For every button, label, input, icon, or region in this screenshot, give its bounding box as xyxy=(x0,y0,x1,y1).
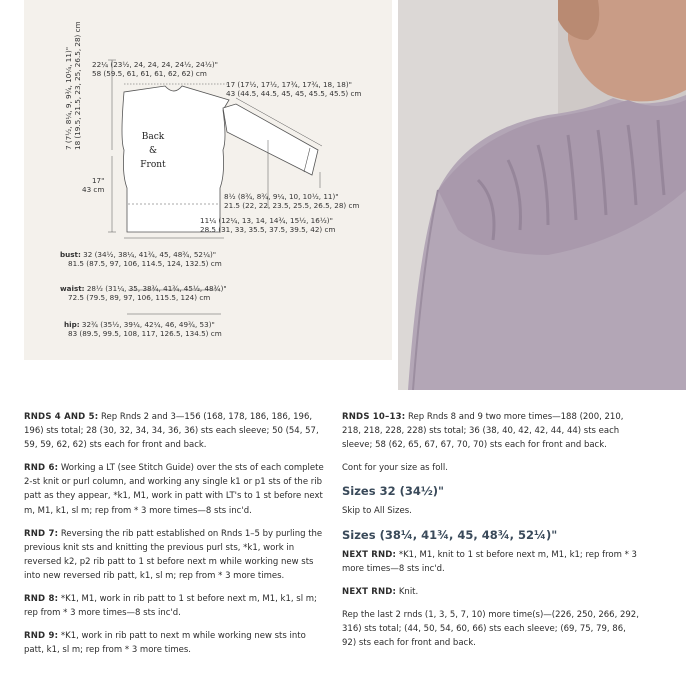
sweater-photo xyxy=(398,0,686,390)
schematic-panel xyxy=(24,0,392,360)
cont-note: Cont for your size as foll. xyxy=(342,463,448,474)
waist-measurement: waist: 28½ (31¼, 35, 38¾, 41¾, 45½, 48¾)" 72.5 (79.5, 89, 97, 106, 115.5, 124) cm xyxy=(60,284,227,302)
sleeve-length-measurement: 17 (17½, 17½, 17¾, 17¾, 18, 18)" 43 (44.5, 44.5, 45, 45, 45.5, 45.5) cm xyxy=(226,80,362,98)
upper-arm-measurement: 8½ (8¾, 8¾, 9¼, 10, 10½, 11)" 21.5 (22, 22, 23.5, 25.5, 26.5, 28) cm xyxy=(224,192,360,210)
sizes-small-heading: Sizes 32 (34½)" xyxy=(342,484,444,499)
sizes-large-heading: Sizes (38¼, 41¾, 45, 48¾, 52¼)" xyxy=(342,527,558,542)
piece-label: Back & Front xyxy=(140,132,166,170)
instruction-rnds-4-5: RNDS 4 AND 5: Rep Rnds 2 and 3—156 (168, 178, 186, 186, 196, 196) sts total; 28 (30, 32, 34, 34, 36, 36) sts each sleeve; 50 (54, 57, 59, 59, 62, 62) sts each for front and back. xyxy=(24,412,319,451)
instructions-right-column xyxy=(342,410,642,659)
hip-measurement: hip: 32¾ (35½, 39¼, 42¼, 46, 49¾, 53)" 83 (89.5, 99.5, 108, 117, 126.5, 134.5) cm xyxy=(64,320,222,338)
body-length-measurement: 17" 43 cm xyxy=(82,176,105,194)
cuff-measurement: 11¼ (12¼, 13, 14, 14¾, 15½, 16½)" 28.5 (31, 33, 35.5, 37.5, 39.5, 42) cm xyxy=(200,216,336,234)
instruction-rnd-8: RND 8: *K1, M1, work in rib patt to 1 st before next m, M1, k1, sl m; rep from * 3 more times—8 sts inc'd. xyxy=(24,594,317,619)
instruction-rnd-9: RND 9: *K1, work in rib patt to next m while working new sts into patt, k1, sl m; rep from * 3 more times. xyxy=(24,631,306,656)
neck-width-measurement: 22¼ (23½, 24, 24, 24, 24½, 24½)" 58 (59.5, 61, 61, 61, 62, 62) cm xyxy=(92,60,218,78)
instruction-next-rnd-2: NEXT RND: Knit. xyxy=(342,586,419,597)
instruction-rnds-10-13: RNDS 10–13: Rep Rnds 8 and 9 two more times—188 (200, 210, 218, 218, 228, 228) sts total; 36 (38, 40, 42, 42, 44, 44) sts each sleeve; 58 (62, 65, 67, 67, 70, 70) sts each for front and back. xyxy=(342,412,624,451)
instructions-left-column xyxy=(24,410,324,666)
skip-note: Skip to All Sizes. xyxy=(342,506,412,517)
instruction-next-rnd-1: NEXT RND: *K1, M1, knit to 1 st before next m, M1, k1; rep from * 3 more times—8 sts inc'd. xyxy=(342,549,637,574)
yoke-depth-measurement: 7 (7½, 8¼, 9, 9¾, 10¼, 11)" 18 (19.5, 21.5, 23, 25, 26.5, 28) cm xyxy=(64,21,82,150)
instruction-rnd-6: RND 6: Working a LT (see Stitch Guide) over the sts of each complete 2-st knit or purl column, and working any single k1 or p1 sts of the rib patt as they appear, *k1, M1, work in patt with LT's to 1 st before next m, M1, k1, sl m; rep from * 3 more times—8 sts inc'd. xyxy=(24,463,324,516)
instruction-rnd-7: RND 7: Reversing the rib patt established on Rnds 1–5 by purling the previous knit sts and knitting the previous purl sts, *k1, work in reversed k2, p2 rib patt to 1 st before next m while working new sts into new reversed rib patt, k1, sl m; rep from * 3 more times. xyxy=(24,528,323,581)
instruction-repeat: Rep the last 2 rnds (1, 3, 5, 7, 10) more time(s)—(226, 250, 266, 292, 316) sts total; (44, 50, 54, 60, 66) sts each sleeve; (69, 75, 79, 86, 92) sts each for front and back. xyxy=(342,609,639,649)
sleeve-outline xyxy=(223,104,318,175)
bust-measurement: bust: 32 (34½, 38¼, 41¾, 45, 48¾, 52¼)" 81.5 (87.5, 97, 106, 114.5, 124, 132.5) cm xyxy=(60,250,222,268)
